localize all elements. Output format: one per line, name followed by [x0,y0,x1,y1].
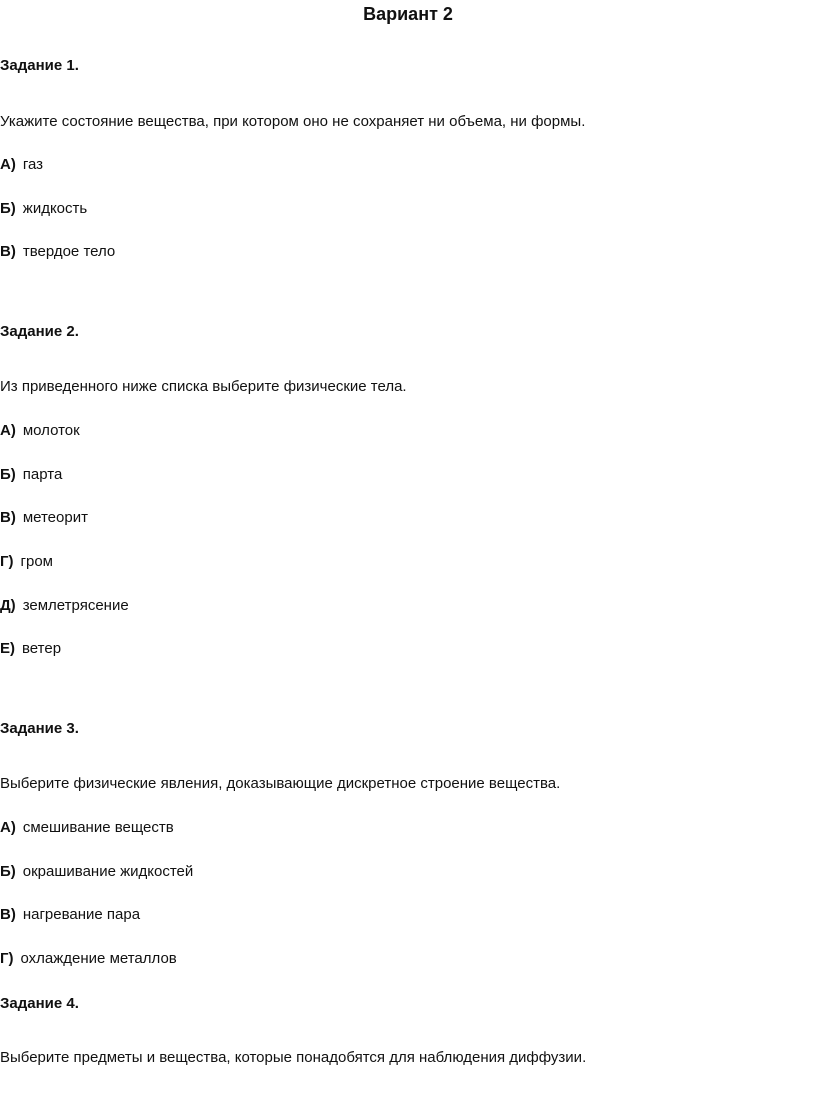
task-2-option-f [0,639,61,659]
task-3-heading: Задание 3. [0,720,79,737]
option-text: окрашивание жидкостей [22,863,194,880]
task-2-option-c [0,508,88,528]
option-letter: Б) [0,200,16,217]
option-text: охлаждение металлов [20,950,177,967]
task-2-heading: Задание 2. [0,323,79,340]
option-letter: Б) [0,466,16,483]
option-text: жидкость [22,200,88,217]
task-2-option-d [0,552,53,572]
option-letter: Г) [0,553,14,570]
task-3-option-d [0,949,177,969]
task-1-heading: Задание 1. [0,57,79,74]
option-text: землетрясение [22,597,129,614]
task-2-question: Из приведенного ниже списка выберите физические тела. [0,378,407,395]
option-letter: А) [0,422,16,439]
task-1-option-a [0,155,43,175]
option-text: ветер [22,640,62,657]
task-2-option-e [0,596,129,616]
option-text: твердое тело [22,243,116,260]
option-text: парта [22,466,63,483]
task-3-option-b [0,862,193,882]
option-letter: А) [0,819,16,836]
task-3-question: Выберите физические явления, доказывающие дискретное строение вещества. [0,775,561,792]
option-letter: Б) [0,863,16,880]
task-1-option-b [0,199,87,219]
task-2-option-b [0,465,62,485]
option-letter: Д) [0,597,16,614]
option-letter: В) [0,243,16,260]
page-title: Вариант 2 [363,4,453,24]
task-4-question: Выберите предметы и вещества, которые понадобятся для наблюдения диффузии. [0,1049,587,1066]
option-letter: В) [0,906,16,923]
option-letter: В) [0,509,16,526]
task-3-option-a [0,818,174,838]
option-letter: Г) [0,950,14,967]
option-text: метеорит [22,509,88,526]
task-4-heading: Задание 4. [0,995,79,1012]
option-text: молоток [22,422,80,439]
option-text: гром [20,553,53,570]
option-letter: А) [0,156,16,173]
option-text: газ [22,156,44,173]
option-text: смешивание веществ [22,819,174,836]
task-1-question: Укажите состояние вещества, при котором оно не сохраняет ни объема, ни формы. [0,113,586,130]
task-1-option-c [0,242,115,262]
option-text: нагревание пара [22,906,141,923]
task-3-option-c [0,905,140,925]
option-letter: Е) [0,640,15,657]
task-2-option-a [0,421,80,441]
